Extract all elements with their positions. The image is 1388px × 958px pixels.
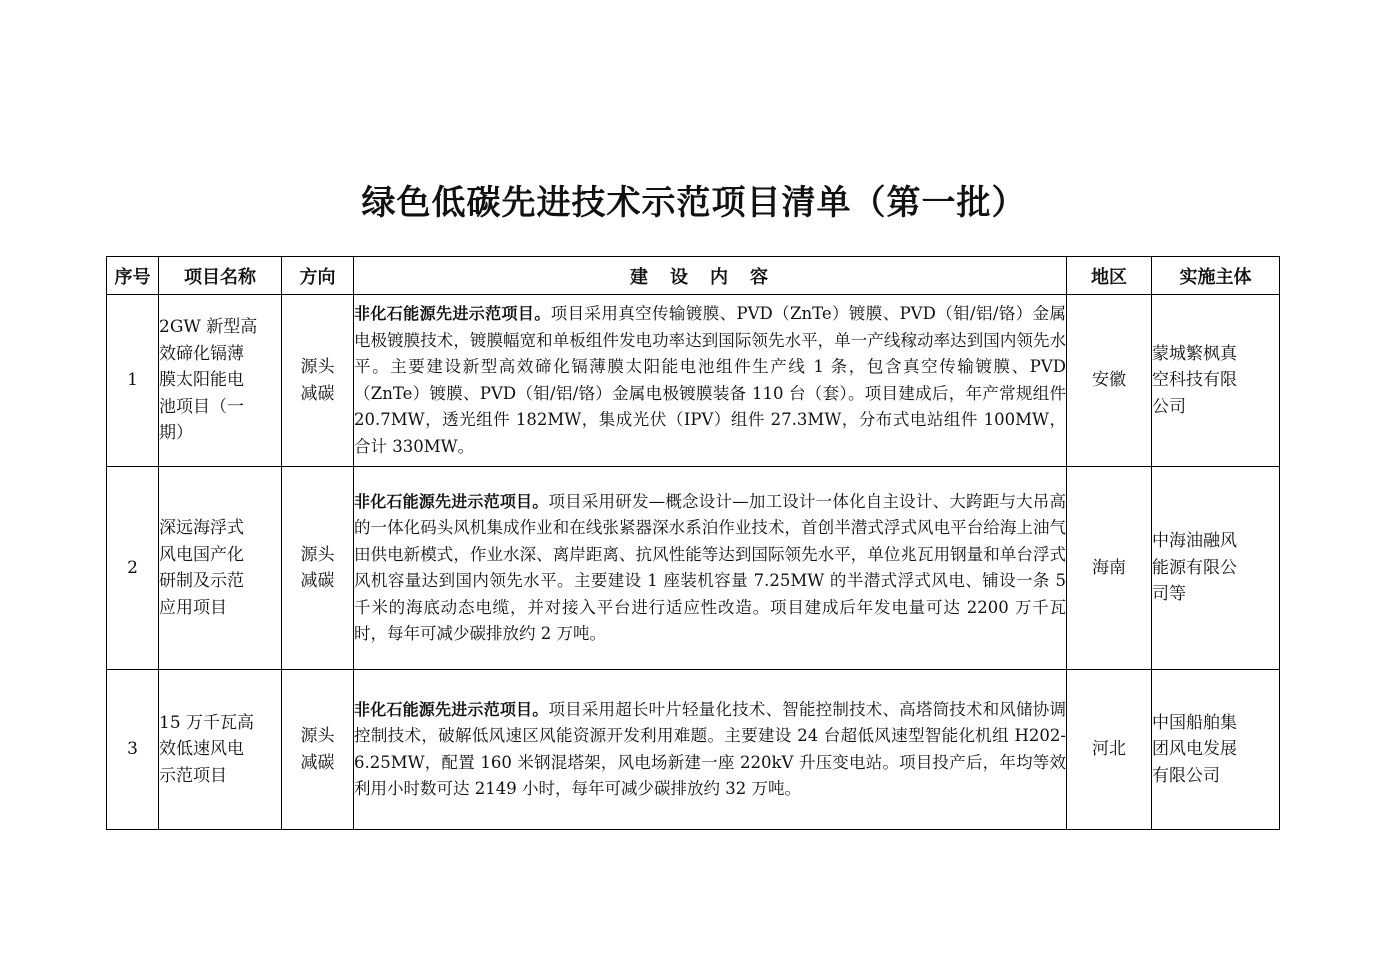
- row-direction: [282, 295, 354, 467]
- row-owner: [1152, 670, 1280, 830]
- header-name: 项目名称: [159, 257, 282, 295]
- header-direction: 方向: [282, 257, 354, 295]
- name-line: 15 万千瓦高: [159, 712, 255, 733]
- direction-line: 减碳: [300, 571, 335, 591]
- name-line: 深远海浮式: [159, 518, 244, 538]
- row-project-name: [159, 670, 282, 830]
- name-line: 2GW 新型高: [159, 317, 258, 338]
- direction-line: 源头: [300, 544, 335, 565]
- table-row: [107, 467, 1280, 670]
- row-direction: [282, 467, 354, 670]
- row-owner: [1152, 467, 1280, 670]
- row-seq: 3: [107, 670, 159, 830]
- row-project-name: [159, 295, 282, 467]
- owner-line: 中国船舶集: [1152, 712, 1237, 733]
- row-content: [354, 467, 1067, 670]
- row-content: [354, 670, 1067, 830]
- header-region: 地区: [1067, 257, 1152, 295]
- owner-line: 能源有限公: [1152, 557, 1237, 578]
- content-body: 项目采用超长叶片轻量化技术、智能控制技术、高塔筒技术和风储协调控制技术，破解低风速区风能资源开发利用难题。主要建设 24 台超低风速型智能化机组 H202-6.25MW，配置 160 米钢混塔架，风电场新建一座 220kV 升压变电站。项目投产后，年均等效利用小时数可达 2149 小时，每年可减少碳排放约 32 万吨。: [354, 699, 1066, 798]
- name-line: 应用项目: [159, 597, 227, 618]
- row-region: 海南: [1067, 467, 1152, 670]
- table-header-row: [107, 257, 1280, 295]
- owner-line: 空科技有限: [1152, 370, 1237, 391]
- row-project-name: [159, 467, 282, 670]
- table-row: [107, 295, 1280, 467]
- owner-line: 中海油融风: [1152, 531, 1237, 552]
- header-owner: 实施主体: [1152, 257, 1280, 295]
- content-lead: 非化石能源先进示范项目。: [354, 491, 549, 511]
- table-row: [107, 670, 1280, 830]
- name-line: 风电国产化: [159, 544, 244, 565]
- row-region: 安徽: [1067, 295, 1152, 467]
- content-body: 项目采用真空传输镀膜、PVD（ZnTe）镀膜、PVD（钼/铝/铬）金属电极镀膜技术，镀膜幅宽和单板组件发电功率达到国际领先水平，单一产线稼动率达到国内领先水平。主要建设新型高效碲化镉薄膜太阳能电池组件生产线 1 条，包含真空传输镀膜、PVD（ZnTe）镀膜、PVD（钼/铝/铬）金属电极镀膜装备 110 台（套）。项目建成后，年产常规组件 20.7MW，透光组件 182MW，集成光伏（IPV）组件 27.3MW，分布式电站组件 100MW，合计 330MW。: [354, 304, 1066, 456]
- name-line: 期）: [159, 423, 193, 444]
- direction-line: 源头: [300, 726, 335, 746]
- content-lead: 非化石能源先进示范项目。: [354, 699, 549, 719]
- owner-line: 司等: [1152, 584, 1186, 605]
- content-body: 项目采用研发—概念设计—加工设计一体化自主设计、大跨距与大吊高的一体化码头风机集成作业和在线张紧器深水系泊作业技术，首创半潜式浮式风电平台给海上油气田供电新模式，作业水深、离岸距离、抗风性能等达到国际领先水平，单位兆瓦用钢量和单台浮式风机容量达到国内领先水平。主要建设 1 座装机容量 7.25MW 的半潜式浮式风电、铺设一条 5 千米的海底动态电缆，并对接入平台进行适应性改造。项目建成后年发电量可达 2200 万千瓦时，每年可减少碳排放约 2 万吨。: [354, 491, 1066, 643]
- row-seq: 1: [107, 295, 159, 467]
- name-line: 示范项目: [159, 765, 227, 786]
- owner-line: 蒙城繁枫真: [1152, 343, 1237, 364]
- name-line: 效低速风电: [159, 739, 244, 760]
- row-region: 河北: [1067, 670, 1152, 830]
- content-lead: 非化石能源先进示范项目。: [354, 304, 551, 323]
- direction-line: 减碳: [300, 383, 335, 404]
- row-seq: 2: [107, 467, 159, 670]
- row-owner: [1152, 295, 1280, 467]
- document-title: 绿色低碳先进技术示范项目清单（第一批）: [361, 183, 1027, 223]
- name-line: 研制及示范: [159, 571, 244, 591]
- name-line: 膜太阳能电: [159, 370, 244, 391]
- header-seq: 序号: [107, 257, 159, 295]
- name-line: 效碲化镉薄: [159, 343, 244, 364]
- row-direction: [282, 670, 354, 830]
- direction-line: 减碳: [300, 752, 335, 773]
- owner-line: 团风电发展: [1152, 739, 1237, 760]
- project-table: [106, 256, 1280, 830]
- direction-line: 源头: [300, 357, 335, 377]
- header-content: 建设内容: [354, 257, 1067, 295]
- owner-line: 公司: [1152, 396, 1186, 417]
- owner-line: 有限公司: [1152, 765, 1220, 786]
- name-line: 池项目（一: [159, 396, 244, 417]
- row-content: [354, 295, 1067, 467]
